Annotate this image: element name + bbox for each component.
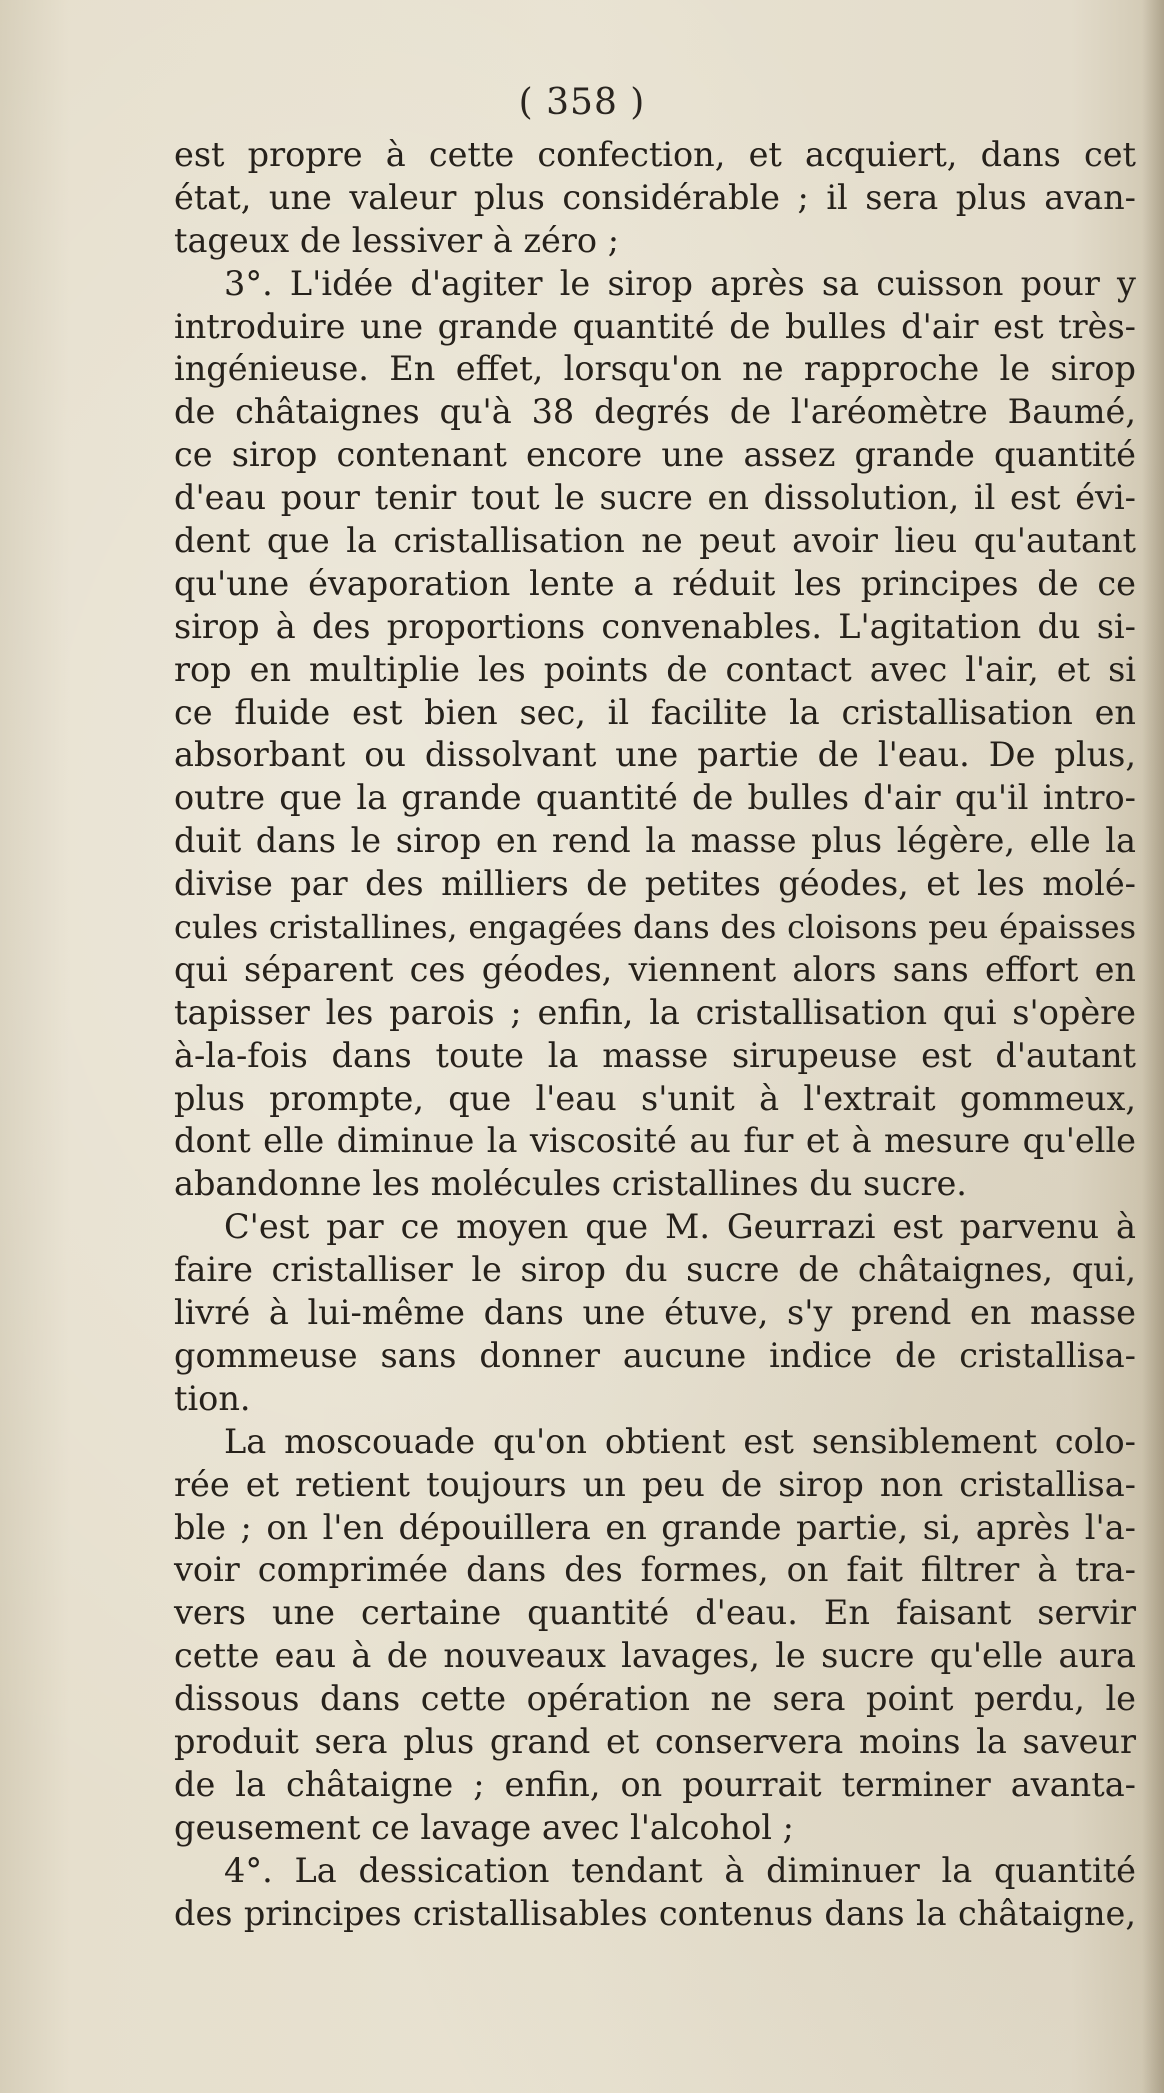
text-line: d'eau pour tenir tout le sucre en dissolution, il est évi- — [174, 478, 1136, 518]
text-line: ce fluide est bien sec, il facilite la cristallisation en — [174, 692, 1136, 732]
text-line: vers une certaine quantité d'eau. En faisant servir — [174, 1593, 1136, 1633]
text-line: qu'une évaporation lente a réduit les principes de ce — [174, 563, 1136, 603]
text-line: rée et retient toujours un peu de sirop non cristallisa- — [174, 1464, 1136, 1504]
text-line: rop en multiplie les points de contact avec l'air, et si — [174, 649, 1136, 689]
text-line: ble ; on l'en dépouillera en grande partie, si, après l'a- — [174, 1507, 1136, 1547]
text-line: geusement ce lavage avec l'alcohol ; — [174, 1807, 794, 1847]
text-line: tapisser les parois ; enfin, la cristallisation qui s'opère — [174, 992, 1136, 1032]
text-line: gommeuse sans donner aucune indice de cristallisa- — [174, 1335, 1136, 1375]
text-line: dissous dans cette opération ne sera point perdu, le — [174, 1679, 1136, 1719]
page-number: ( 358 ) — [518, 82, 646, 123]
text-line: sirop à des proportions convenables. L'agitation du si- — [174, 606, 1136, 646]
text-line: de la châtaigne ; enfin, on pourrait terminer avanta- — [174, 1764, 1136, 1804]
text-line: ingénieuse. En effet, lorsqu'on ne rapproche le sirop — [174, 349, 1136, 389]
text-line: introduire une grande quantité de bulles d'air est très- — [174, 306, 1136, 346]
text-line: dent que la cristallisation ne peut avoir lieu qu'autant — [174, 521, 1136, 561]
text-line: à-la-fois dans toute la masse sirupeuse est d'autant — [174, 1035, 1136, 1075]
text-line: livré à lui-même dans une étuve, s'y prend en masse — [174, 1293, 1136, 1333]
text-line: des principes cristallisables contenus dans la châtaigne, — [174, 1893, 1136, 1933]
text-line: état, une valeur plus considérable ; il sera plus avan- — [174, 177, 1136, 217]
body-text — [174, 134, 1136, 1935]
text-line: cules cristallines, engagées dans des cloisons peu épaisses — [174, 908, 1136, 947]
text-line: dont elle diminue la viscosité au fur et à mesure qu'elle — [174, 1121, 1136, 1161]
text-line: outre que la grande quantité de bulles d'air qu'il intro- — [174, 778, 1136, 818]
text-line: divise par des milliers de petites géodes, et les molé- — [174, 864, 1136, 904]
text-line: ce sirop contenant encore une assez grande quantité — [174, 435, 1136, 475]
text-line: cette eau à de nouveaux lavages, le sucre qu'elle aura — [174, 1636, 1136, 1676]
text-line: abandonne les molécules cristallines du sucre. — [174, 1164, 967, 1204]
text-line: qui séparent ces géodes, viennent alors sans effort en — [174, 949, 1136, 989]
text-line: duit dans le sirop en rend la masse plus légère, elle la — [174, 821, 1136, 861]
text-line: C'est par ce moyen que M. Geurrazi est parvenu à — [224, 1207, 1136, 1247]
text-line: plus prompte, que l'eau s'unit à l'extrait gommeux, — [174, 1078, 1136, 1118]
page-gutter-shadow — [1142, 0, 1164, 2093]
text-line: 3°. L'idée d'agiter le sirop après sa cuisson pour y — [224, 263, 1136, 303]
text-line: absorbant ou dissolvant une partie de l'eau. De plus, — [174, 735, 1136, 775]
text-line: voir comprimée dans des formes, on fait filtrer à tra- — [174, 1550, 1136, 1590]
text-line: tageux de lessiver à zéro ; — [174, 220, 620, 260]
text-line: tion. — [174, 1378, 251, 1418]
text-line: est propre à cette confection, et acquiert, dans cet — [174, 135, 1136, 174]
text-line: faire cristalliser le sirop du sucre de châtaignes, qui, — [174, 1250, 1136, 1290]
text-line: de châtaignes qu'à 38 degrés de l'aréomètre Baumé, — [174, 392, 1136, 432]
text-line: La moscouade qu'on obtient est sensiblement colo- — [224, 1421, 1136, 1461]
text-line: 4°. La dessication tendant à diminuer la quantité — [224, 1850, 1136, 1890]
text-line: produit sera plus grand et conservera moins la saveur — [174, 1721, 1136, 1761]
